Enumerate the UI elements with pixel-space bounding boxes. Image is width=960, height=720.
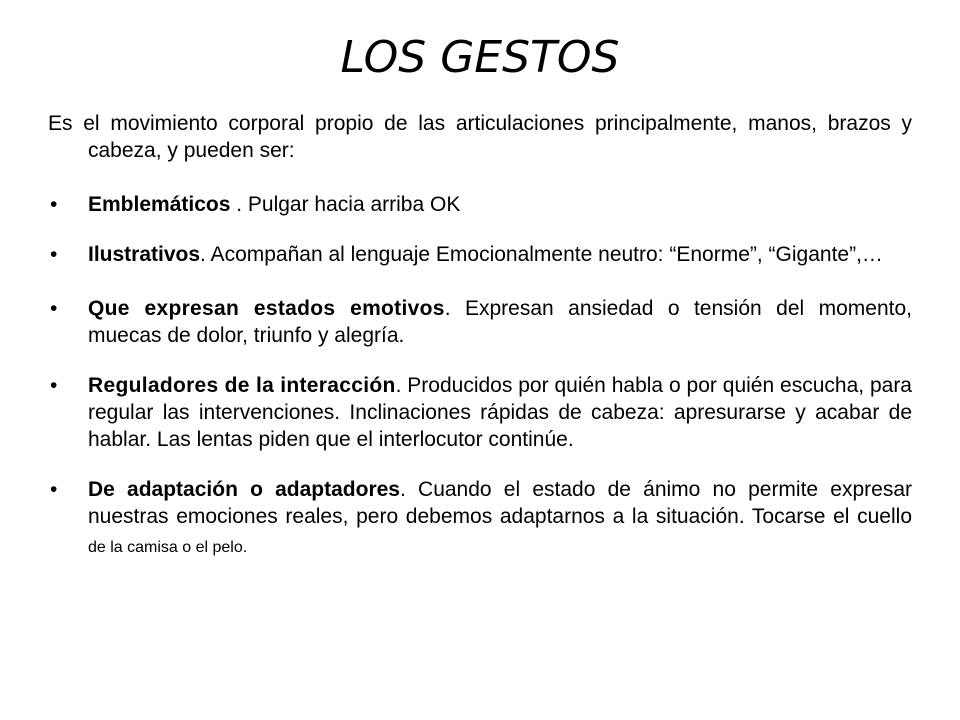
bullet-icon: • xyxy=(50,193,58,216)
bullet-item-adaptadores xyxy=(48,476,912,561)
bullet-small-text: de la camisa o el pelo. xyxy=(88,539,248,556)
bullet-item-emotivos xyxy=(48,295,912,349)
bullet-term: De adaptación o adaptadores xyxy=(88,478,400,501)
bullet-term: Que expresan estados emotivos xyxy=(88,297,445,320)
bullet-item-emblematicos xyxy=(48,191,912,218)
bullet-icon: • xyxy=(50,374,58,397)
bullet-term: Ilustrativos xyxy=(88,243,201,266)
bullet-item-ilustrativos xyxy=(48,241,912,268)
bullet-text: . Cuando el estado de ánimo no permite expresar nuestras emociones reales, pero debemos adaptarnos a la situación. Tocarse el cuello xyxy=(88,478,913,528)
slide-title: LOS GESTOS xyxy=(340,32,620,83)
bullet-term: Reguladores de la interacción xyxy=(88,374,396,397)
bullet-text: . Pulgar hacia arriba OK xyxy=(230,193,461,216)
bullet-icon: • xyxy=(50,478,58,501)
bullet-term: Emblemáticos xyxy=(88,193,231,216)
bullet-text: . Producidos por quién habla o por quién escucha, para regular las intervenciones. Inclinaciones rápidas de cabeza: apresurarse y acabar de hablar. Las lentas piden que el interlocutor continúe. xyxy=(88,374,912,451)
slide-body xyxy=(48,110,912,561)
bullet-icon: • xyxy=(50,297,58,320)
bullet-item-reguladores xyxy=(48,372,912,453)
bullet-text: . Acompañan al lenguaje Emocionalmente neutro: “Enorme”, “Gigante”,… xyxy=(200,243,883,266)
intro-paragraph: Es el movimiento corporal propio de las articulaciones principalmente, manos, brazos y cabeza, y pueden ser: xyxy=(48,112,912,162)
bullet-text: . Expresan ansiedad o tensión del momento, muecas de dolor, triunfo y alegría. xyxy=(88,297,912,347)
bullet-icon: • xyxy=(50,243,58,266)
